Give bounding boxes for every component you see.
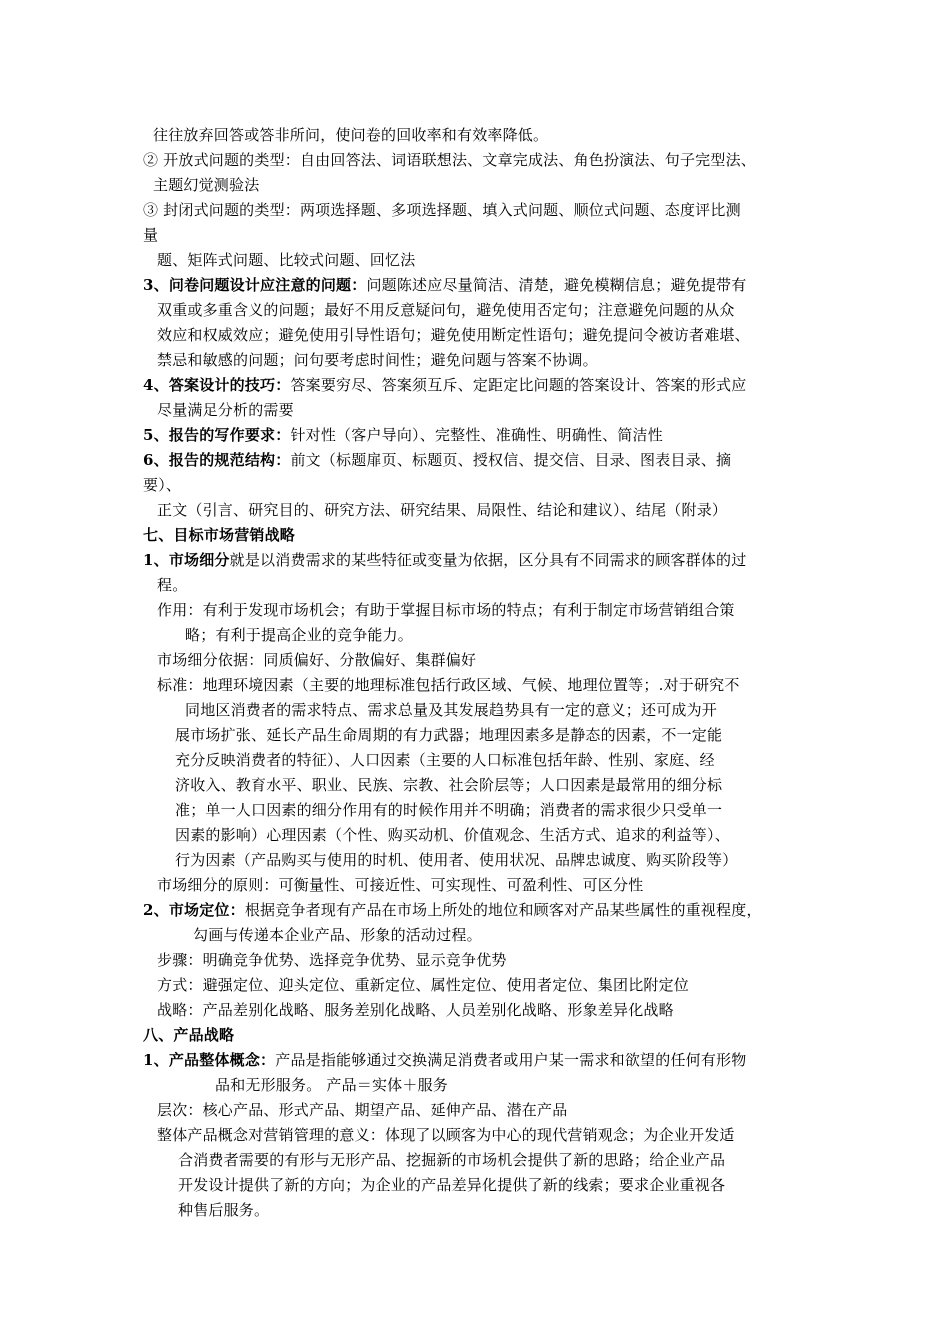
line-text: 前文（标题扉页、标题页、授权信、提交信、目录、图表目录、摘	[290, 451, 732, 469]
bold-term: 八、产品战略	[143, 1026, 235, 1044]
heading-line	[143, 526, 295, 544]
line-text: 种售后服务。	[178, 1201, 270, 1219]
text-line	[175, 776, 722, 794]
text-line	[157, 951, 507, 969]
line-text: 正文（引言、研究目的、研究方法、研究结果、局限性、结论和建议）、结尾（附录）	[157, 501, 728, 519]
line-text: 就是以消费需求的某些特征或变量为依据，区分具有不同需求的顾客群体的过	[229, 551, 747, 569]
text-line	[175, 726, 722, 744]
text-line	[185, 701, 717, 719]
line-text: 问题陈述应尽量简洁、清楚，避免模糊信息；避免提带有	[366, 276, 747, 294]
line-text: 步骤：明确竞争优势、选择竞争优势、显示竞争优势	[157, 951, 507, 969]
text-line	[157, 326, 750, 344]
bold-term: 5、报告的写作要求：	[143, 426, 291, 444]
line-text: 展市场扩张、延长产品生命周期的有力武器；地理因素多是静态的因素，不一定能	[175, 726, 723, 744]
heading-line	[143, 451, 731, 469]
line-text: 行为因素（产品购买与使用的时机、使用者、使用状况、品牌忠诚度、购买阶段等）	[175, 851, 738, 869]
text-line	[157, 251, 415, 269]
line-text: 同地区消费者的需求特点、需求总量及其发展趋势具有一定的意义；还可成为开	[185, 701, 718, 719]
text-line	[157, 876, 643, 894]
text-line	[157, 1126, 735, 1144]
heading-line	[143, 426, 663, 444]
text-line	[175, 801, 722, 819]
line-text: 尽量满足分析的需要	[157, 401, 294, 419]
line-text: 因素的影响）心理因素（个性、购买动机、价值观念、生活方式、追求的利益等）、	[175, 826, 730, 844]
text-line	[143, 201, 741, 219]
line-text: 层次：核心产品、形式产品、期望产品、延伸产品、潜在产品	[157, 1101, 568, 1119]
text-line	[157, 651, 476, 669]
line-text: 双重或多重含义的问题；最好不用反意疑问句，避免使用否定句；注意避免问题的从众	[157, 301, 735, 319]
text-line	[157, 401, 294, 419]
heading-line	[143, 276, 746, 294]
text-line	[157, 501, 727, 519]
text-line	[153, 126, 548, 144]
text-line	[193, 926, 482, 944]
line-text: 产品是指能够通过交换满足消费者或用户某一需求和欲望的任何有形物	[275, 1051, 747, 1069]
bold-term: 3、问卷问题设计应注意的问题：	[143, 276, 367, 294]
text-line	[175, 826, 730, 844]
line-text: 作用：有利于发现市场机会；有助于掌握目标市场的特点；有利于制定市场营销组合策	[157, 601, 735, 619]
text-line	[157, 976, 689, 994]
text-line	[185, 626, 413, 644]
line-text: 济收入、教育水平、职业、民族、宗教、社会阶层等；人口因素是最常用的细分标	[175, 776, 723, 794]
text-line	[157, 601, 735, 619]
line-text: 题、矩阵式问题、比较式问题、回忆法	[157, 251, 416, 269]
text-line	[157, 676, 740, 694]
line-text: 程。	[157, 576, 188, 594]
bold-term: 1、市场细分	[143, 551, 230, 569]
line-text: 战略：产品差别化战略、服务差别化战略、人员差别化战略、形象差异化战略	[157, 1001, 674, 1019]
line-text: 要）、	[143, 476, 182, 494]
text-line	[157, 1101, 567, 1119]
bold-term: 2、市场定位：	[143, 901, 245, 919]
line-text: 根据竞争者现有产品在市场上所处的地位和顾客对产品某些属性的重视程度，	[244, 901, 762, 919]
bold-term: 4、答案设计的技巧：	[143, 376, 291, 394]
text-line	[178, 1151, 725, 1169]
text-line	[157, 351, 598, 369]
text-line	[157, 1001, 674, 1019]
line-text: 量	[143, 226, 159, 244]
line-text: 准；单一人口因素的细分作用有的时候作用并不明确；消费者的需求很少只受单一	[175, 801, 723, 819]
line-text: 市场细分的原则：可衡量性、可接近性、可实现性、可盈利性、可区分性	[157, 876, 644, 894]
line-text: 开发设计提供了新的方向；为企业的产品差异化提供了新的线索；要求企业重视各	[178, 1176, 726, 1194]
line-text: 禁忌和敏感的问题；问句要考虑时间性；避免问题与答案不协调。	[157, 351, 598, 369]
bold-term: 6、报告的规范结构：	[143, 451, 291, 469]
line-text: 答案要穷尽、答案须互斥、定距定比问题的答案设计、答案的形式应	[290, 376, 747, 394]
line-text: 充分反映消费者的特征）、人口因素（主要的人口标准包括年龄、性别、家庭、经	[175, 751, 715, 769]
line-text: 整体产品概念对营销管理的意义：体现了以顾客为中心的现代营销观念；为企业开发适	[157, 1126, 735, 1144]
text-line	[178, 1201, 269, 1219]
line-text: 针对性（客户导向）、完整性、准确性、明确性、简洁性	[290, 426, 663, 444]
line-text: 合消费者需要的有形与无形产品、挖掘新的市场机会提供了新的思路；给企业产品	[178, 1151, 726, 1169]
heading-line	[143, 551, 746, 569]
text-line	[143, 151, 756, 169]
text-line	[215, 1076, 448, 1094]
line-text: ③ 封闭式问题的类型：两项选择题、多项选择题、填入式问题、顺位式问题、态度评比测	[143, 201, 741, 219]
line-text: ② 开放式问题的类型：自由回答法、词语联想法、文章完成法、角色扮演法、句子完型法、	[143, 151, 756, 169]
line-text: 市场细分依据：同质偏好、分散偏好、集群偏好	[157, 651, 477, 669]
bold-term: 七、目标市场营销战略	[143, 526, 296, 544]
text-line	[178, 1176, 725, 1194]
line-text: 勾画与传递本企业产品、形象的活动过程。	[193, 926, 482, 944]
heading-line	[143, 1026, 234, 1044]
heading-line	[143, 376, 746, 394]
heading-line	[143, 1051, 746, 1069]
line-text: 略；有利于提高企业的竞争能力。	[185, 626, 414, 644]
bold-term: 1、产品整体概念：	[143, 1051, 276, 1069]
line-text: 主题幻觉测验法	[153, 176, 260, 194]
line-text: 往往放弃回答或答非所问，使问卷的回收率和有效率降低。	[153, 126, 549, 144]
line-text: 效应和权威效应；避免使用引导性语句；避免使用断定性语句；避免提问令被访者难堪、	[157, 326, 750, 344]
text-line	[157, 301, 735, 319]
text-line	[153, 176, 259, 194]
text-line	[175, 751, 715, 769]
heading-line	[143, 901, 762, 919]
text-line	[157, 576, 187, 594]
text-line	[175, 851, 737, 869]
line-text: 品和无形服务。 产品＝实体＋服务	[215, 1076, 448, 1094]
text-line	[143, 476, 181, 494]
line-text: 方式：避强定位、迎头定位、重新定位、属性定位、使用者定位、集团比附定位	[157, 976, 690, 994]
text-line	[143, 226, 158, 244]
line-text: 标准：地理环境因素（主要的地理标准包括行政区域、气候、地理位置等；.对于研究不	[157, 676, 740, 694]
